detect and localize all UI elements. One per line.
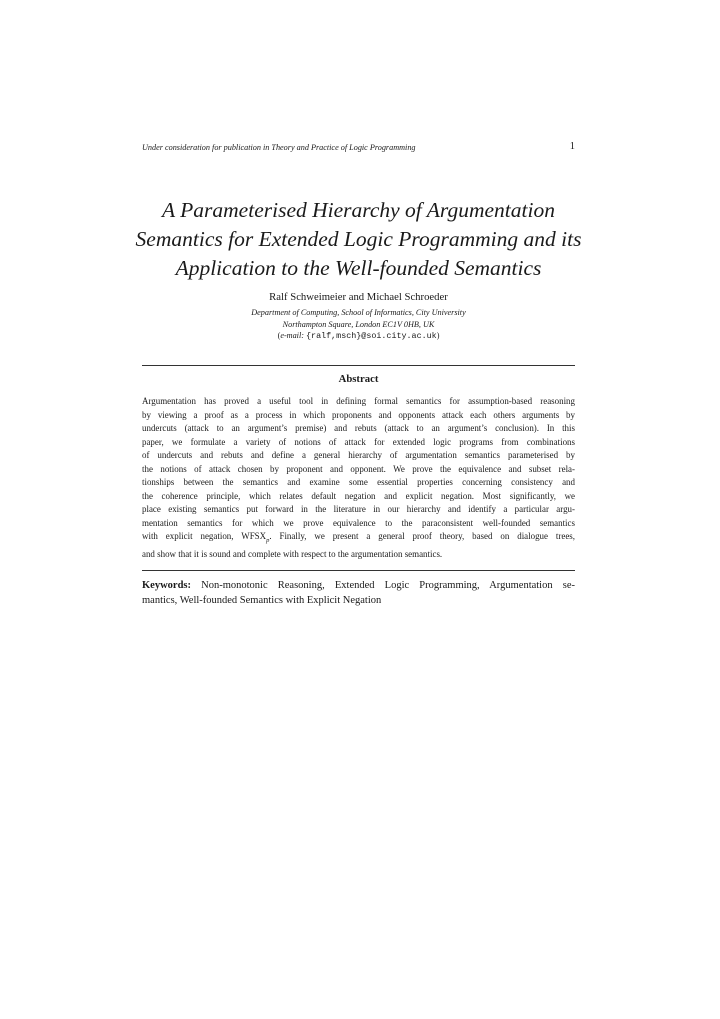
wfsx-subscript: p [266,537,270,545]
affiliation [142,307,575,331]
abstract-top-rule [142,365,575,366]
title-line: Semantics for Extended Logic Programming and its [135,227,582,251]
abstract-line: mentation semantics for which we prove equivalence to the paraconsistent well-founded semantics [142,517,575,528]
abstract-line: Argumentation has proved a useful tool in defining formal semantics for assumption-based reasoning [142,396,575,406]
abstract-line-wfsx: with explicit negation, $WFSX_p$. Finally, we present a general proof theory, based on dialogue trees, [142,531,576,545]
page-number: 1 [569,141,575,152]
running-head [142,141,575,155]
title-line: A Parameterised Hierarchy of Argumentation [162,198,555,222]
abstract-line: tionships between the semantics and examine some essential properties concerning consistency and [142,477,575,488]
keywords-line: mantics, Well-founded Semantics with Explicit Negation [142,595,382,607]
abstract-heading: Abstract [338,373,379,385]
email-address: {ralf,msch}@soi.city.ac.uk [306,331,437,341]
abstract-line: the coherence principle, which relates default negation and explicit negation. Most significantly, we [142,490,575,501]
paper-title [132,196,585,283]
email-label: e-mail: [280,331,304,340]
keywords [142,578,575,608]
title-line: Application to the Well-founded Semantics [175,256,542,280]
email-line: (e-mail: {ralf,msch}@soi.city.ac.uk) [277,331,440,341]
authors: Ralf Schweimeier and Michael Schroeder [269,291,448,303]
keywords-label: Keywords: [142,580,191,591]
abstract-line: paper, we formulate a variety of notions of attack for extended logic programs from combinations [142,436,575,447]
abstract-line: undercuts (attack to an argument’s premise) and rebuts (attack to an argument’s conclusion). In this [142,423,575,434]
keywords-line: Keywords: Non-monotonic Reasoning, Extended Logic Programming, Argumentation se- [142,580,575,591]
affiliation-line: Department of Computing, School of Informatics, City University [251,308,466,317]
abstract-line: the notions of attack chosen by proponent and opponent. We prove the equivalence and subset rela- [142,463,575,474]
abstract-line: by viewing a proof as a process in which proponents and opponents attack each others arguments by [142,409,575,420]
affiliation-line: Northampton Square, London EC1V 0HB, UK [282,320,435,329]
journal-note: Under consideration for publication in Theory and Practice of Logic Programming [142,143,416,152]
abstract-body [142,395,575,561]
abstract-line: of undercuts and rebuts and define a general hierarchy of argumentation semantics parameterised by [142,450,575,461]
keywords-top-rule [142,570,575,571]
abstract-line: place existing semantics put forward in the literature in our hierarchy and identify a particular argu- [142,504,575,515]
abstract-line: and show that it is sound and complete with respect to the argumentation semantics. [142,548,443,559]
